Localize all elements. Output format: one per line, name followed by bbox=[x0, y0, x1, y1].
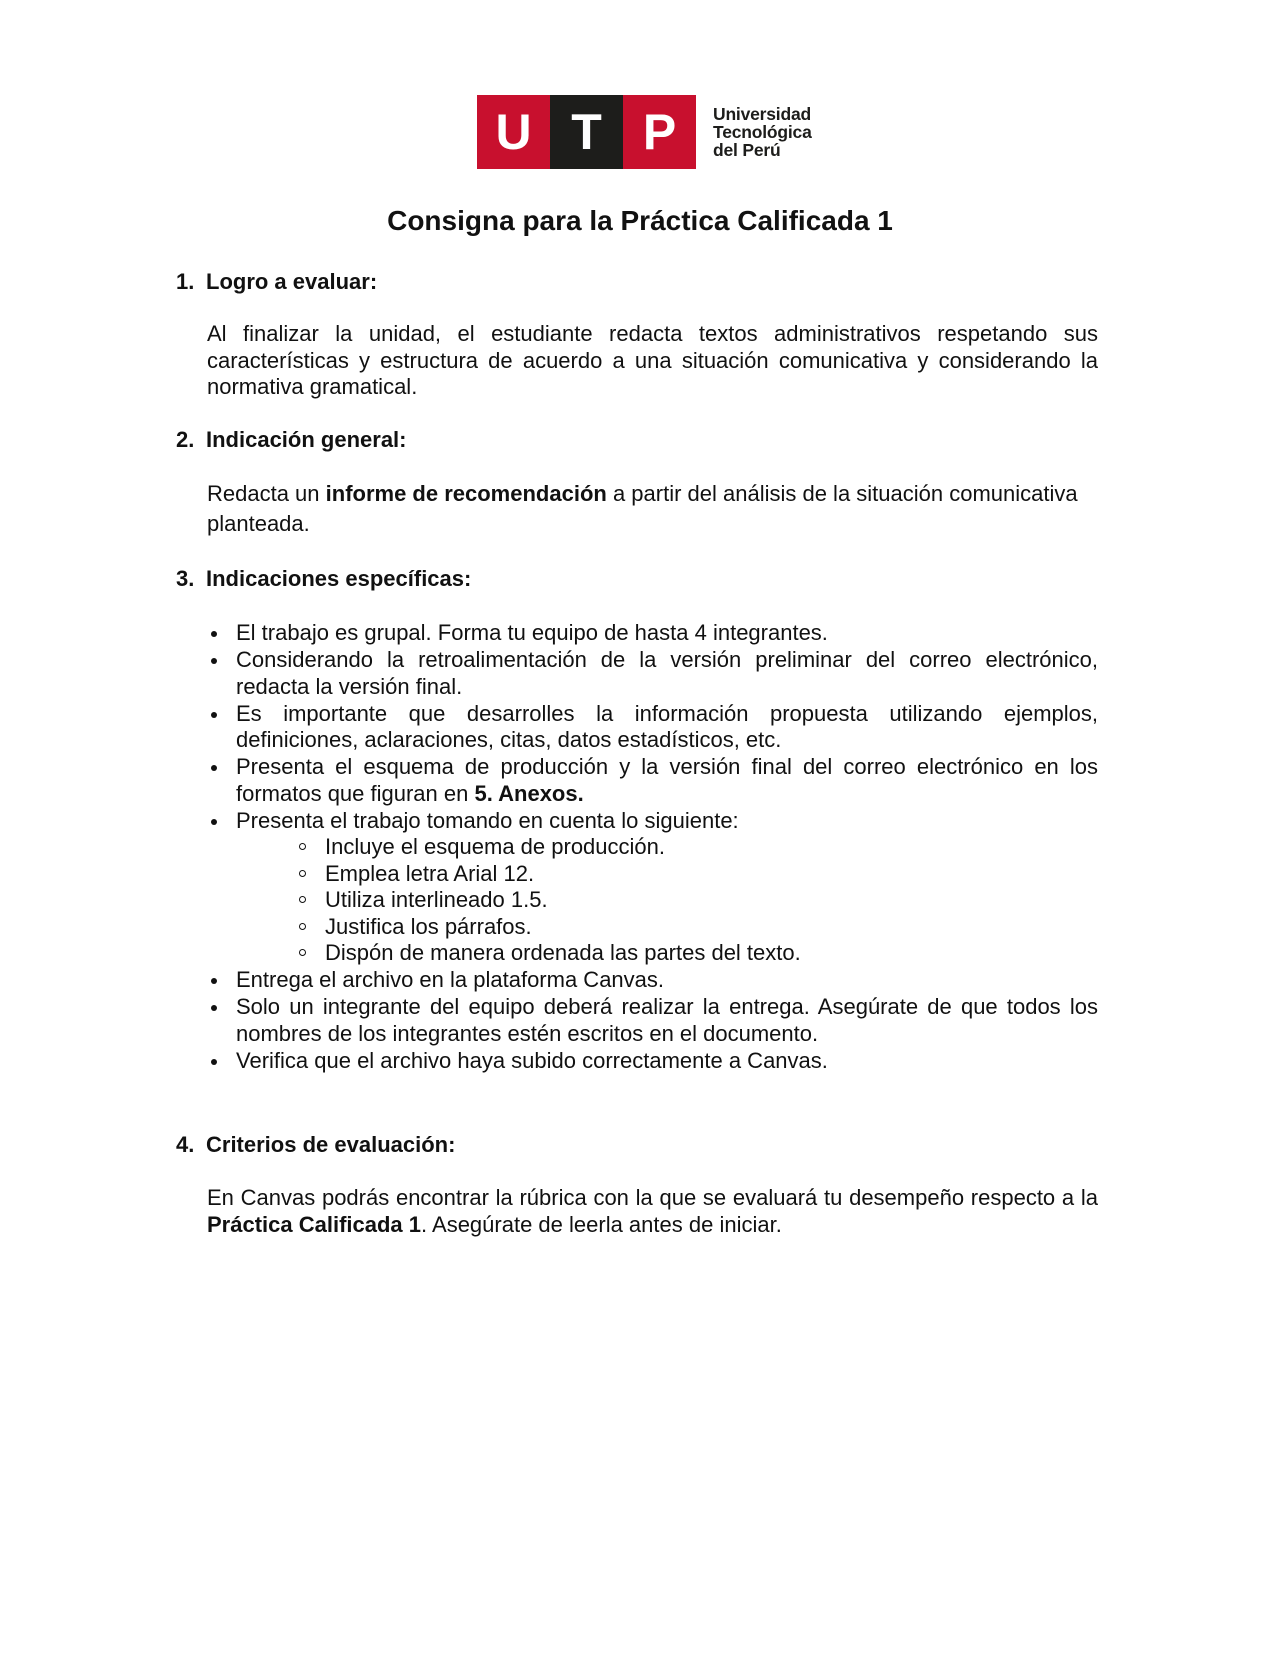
section-4-text-start: En Canvas podrás encontrar la rúbrica con la que se evaluará tu desempeño respecto a la bbox=[207, 1185, 1098, 1210]
list-item: Solo un integrante del equipo deberá realizar la entrega. Asegúrate de que todos los nombres de los integrantes estén escritos en el documento. bbox=[207, 994, 1098, 1047]
list-item bbox=[207, 808, 1098, 967]
section-3-heading bbox=[176, 566, 471, 592]
indications-list bbox=[207, 620, 1098, 1075]
logo-name-line-2: Tecnológica bbox=[713, 122, 812, 142]
list-item: Verifica que el archivo haya subido correctamente a Canvas. bbox=[207, 1048, 1098, 1075]
section-4-text bbox=[207, 1185, 1098, 1238]
list-item: Considerando la retroalimentación de la versión preliminar del correo electrónico, redacta la versión final. bbox=[207, 647, 1098, 700]
sub-list-item: Utiliza interlineado 1.5. bbox=[236, 887, 1098, 914]
page-title: Consigna para la Práctica Calificada 1 bbox=[387, 205, 893, 236]
logo-name-line-1: Universidad bbox=[713, 104, 811, 124]
list-item: Es importante que desarrolles la información propuesta utilizando ejemplos, definiciones, aclaraciones, citas, datos estadísticos, etc. bbox=[207, 701, 1098, 754]
list-item-text: Presenta el trabajo tomando en cuenta lo siguiente: bbox=[236, 807, 739, 833]
section-4-heading bbox=[176, 1132, 455, 1158]
logo-blocks bbox=[477, 95, 696, 169]
section-3-number: 3. bbox=[176, 566, 195, 591]
section-2-title: Indicación general: bbox=[206, 427, 407, 452]
logo-university-name bbox=[713, 105, 812, 159]
section-1-text: Al finalizar la unidad, el estudiante redacta textos administrativos respetando sus características y estructura de acuerdo a una situación comunicativa y considerando la normativa gramatical. bbox=[207, 321, 1098, 399]
section-1-number: 1. bbox=[176, 269, 195, 294]
list-item-text: Presenta el esquema de producción y la versión final del correo electrónico en los formatos que figuran en bbox=[236, 754, 1098, 806]
section-2-text bbox=[207, 479, 1098, 539]
logo-name-line-3: del Perú bbox=[713, 140, 781, 160]
list-item: El trabajo es grupal. Forma tu equipo de hasta 4 integrantes. bbox=[207, 620, 1098, 647]
presentation-sublist bbox=[236, 834, 1098, 967]
sub-list-item: Dispón de manera ordenada las partes del texto. bbox=[236, 940, 1098, 967]
section-4-text-bold: Práctica Calificada 1 bbox=[207, 1211, 422, 1237]
list-item: Entrega el archivo en la plataforma Canvas. bbox=[207, 967, 1098, 994]
logo-letter-p: P bbox=[623, 95, 696, 169]
section-2-text-end: a partir del análisis de la situación comunicativa planteada. bbox=[207, 481, 1078, 536]
sub-list-item: Incluye el esquema de producción. bbox=[236, 834, 1098, 861]
utp-logo bbox=[477, 95, 812, 169]
section-3-title: Indicaciones específicas: bbox=[206, 566, 472, 591]
list-item bbox=[207, 754, 1098, 807]
section-4-text-end: . Asegúrate de leerla antes de iniciar. bbox=[421, 1211, 782, 1237]
section-1-title: Logro a evaluar: bbox=[206, 269, 378, 294]
sub-list-item: Justifica los párrafos. bbox=[236, 914, 1098, 941]
section-2-text-start: Redacta un bbox=[207, 481, 326, 506]
section-2-heading bbox=[176, 427, 407, 453]
sub-list-item: Emplea letra Arial 12. bbox=[236, 861, 1098, 888]
section-2-text-bold: informe de recomendación bbox=[325, 481, 607, 506]
section-2-number: 2. bbox=[176, 427, 195, 452]
list-item-bold: 5. Anexos. bbox=[474, 780, 584, 806]
section-1-heading bbox=[176, 269, 377, 295]
logo-letter-t: T bbox=[550, 95, 623, 169]
section-4-number: 4. bbox=[176, 1132, 195, 1157]
logo-letter-u: U bbox=[477, 95, 550, 169]
section-4-title: Criterios de evaluación: bbox=[206, 1132, 456, 1157]
